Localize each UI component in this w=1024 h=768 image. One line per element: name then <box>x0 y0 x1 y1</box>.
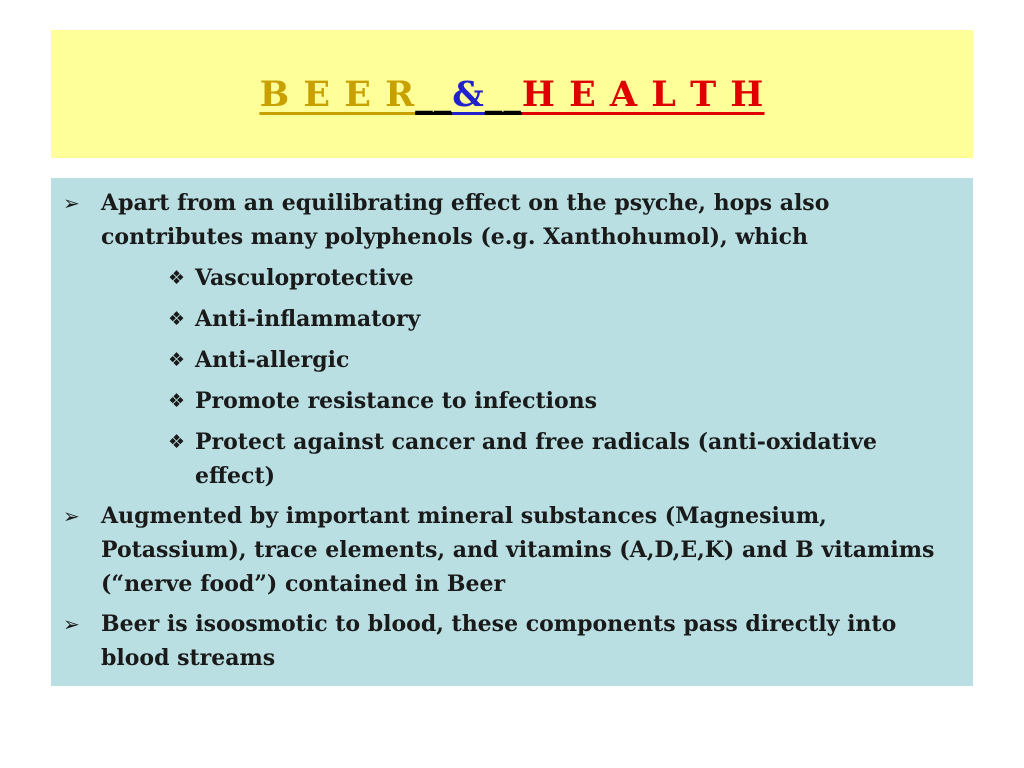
sub-bullet-text: Protect against cancer and free radicals (anti-oxidative effect) <box>195 429 877 489</box>
sub-bullet-text: Anti-allergic <box>195 347 350 373</box>
title-ampersand: & <box>452 73 485 115</box>
arrow-bullet-icon: ➢ <box>63 612 80 636</box>
title-gap-2: __ <box>484 73 522 115</box>
sub-bullet-item <box>101 261 953 295</box>
sub-bullet-text: Anti-inflammatory <box>195 306 421 332</box>
diamond-bullet-icon: ❖ <box>168 349 186 371</box>
bullet-item-isoosmotic <box>51 607 973 675</box>
sub-bullet-item <box>101 425 953 493</box>
diamond-bullet-icon: ❖ <box>168 308 186 330</box>
sub-bullet-text: Promote resistance to infections <box>195 388 598 414</box>
title-banner <box>51 30 973 158</box>
slide-title <box>260 74 765 115</box>
bullet-text: Beer is isoosmotic to blood, these components pass directly into blood streams <box>101 611 897 671</box>
arrow-bullet-icon: ➢ <box>63 504 80 528</box>
bullet-list <box>51 186 973 675</box>
sub-bullet-text: Vasculoprotective <box>195 265 414 291</box>
title-health: H E A L T H <box>521 73 765 115</box>
content-panel <box>51 178 973 686</box>
arrow-bullet-icon: ➢ <box>63 191 80 215</box>
title-beer: B E E R <box>259 73 416 115</box>
diamond-bullet-icon: ❖ <box>168 390 186 412</box>
sub-bullet-list <box>101 261 953 493</box>
sub-bullet-item <box>101 343 953 377</box>
bullet-text: Augmented by important mineral substances (Magnesium, Potassium), trace elements, and vitamins (A,D,E,K) and B vitamims (“nerve food”) contained in Beer <box>101 503 935 597</box>
diamond-bullet-icon: ❖ <box>168 267 186 289</box>
sub-bullet-item <box>101 384 953 418</box>
bullet-item-minerals <box>51 499 973 601</box>
title-gap-1: __ <box>415 73 453 115</box>
sub-bullet-item <box>101 302 953 336</box>
bullet-item-hops <box>51 186 973 493</box>
diamond-bullet-icon: ❖ <box>168 431 186 453</box>
bullet-text: Apart from an equilibrating effect on the psyche, hops also contributes many polyphenols (e.g. Xanthohumol), which <box>101 190 830 250</box>
